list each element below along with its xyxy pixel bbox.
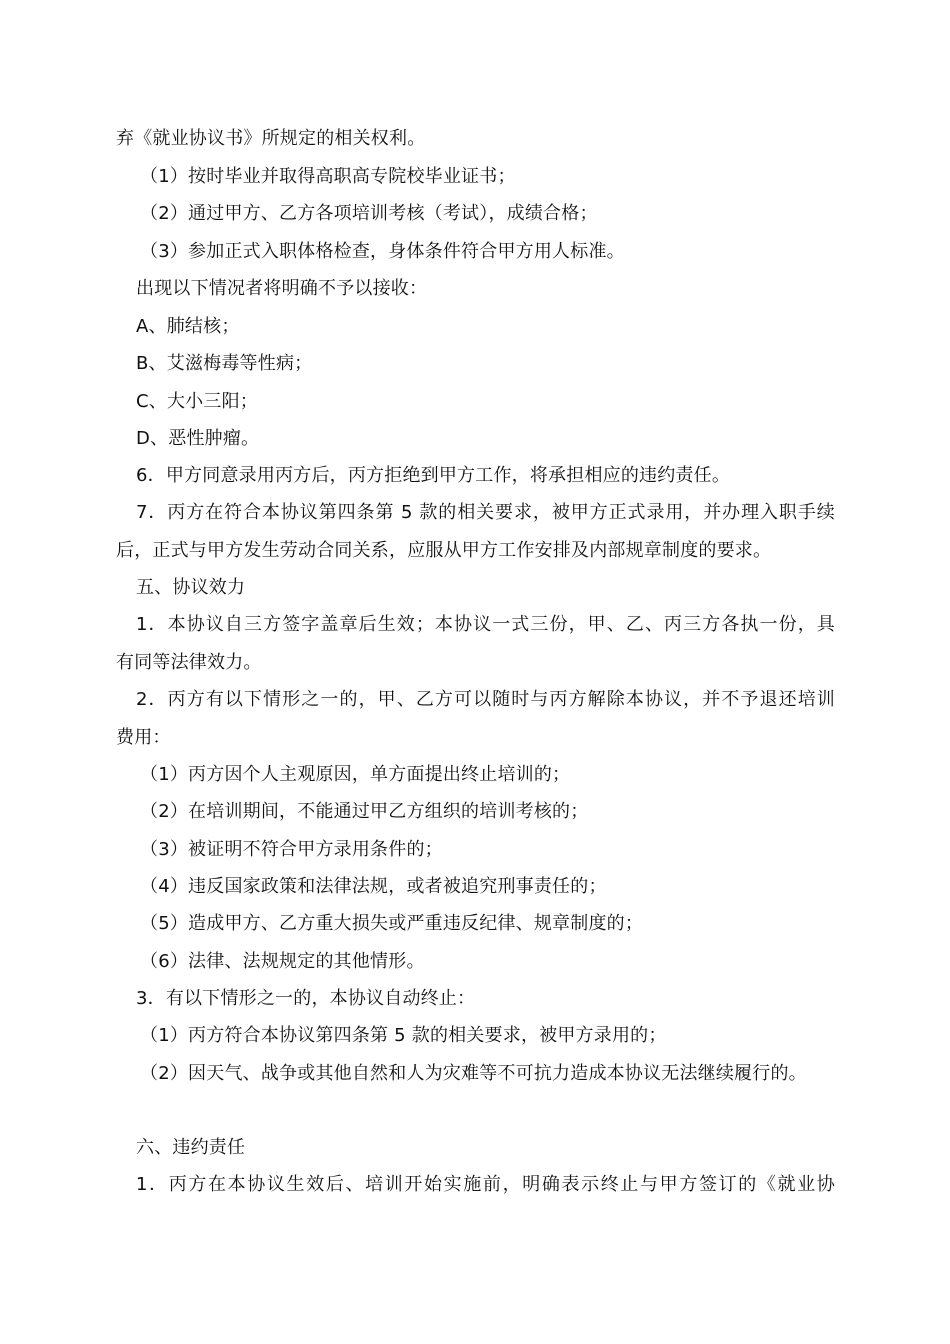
clause-6: 6．甲方同意录用丙方后，丙方拒绝到甲方工作，将承担相应的违约责任。	[136, 465, 731, 486]
section5-item-2: （2）在培训期间，不能通过甲乙方组织的培训考核的；	[140, 801, 589, 822]
section6-clause-1-line-1: 1．丙方在本协议生效后、培训开始实施前，明确表示终止与甲方签订的《就业协	[136, 1174, 835, 1195]
section5-clause-2-line-2: 费用：	[116, 727, 171, 748]
section5-clause-3-item-1: （1）丙方符合本协议第四条第 5 款的相关要求，被甲方录用的；	[140, 1025, 667, 1046]
section5-item-5: （5）造成甲方、乙方重大损失或严重违反纪律、规章制度的；	[140, 913, 644, 934]
paragraph-line-5: 出现以下情况者将明确不予以接收：	[136, 278, 428, 299]
section5-clause-1-line-2: 有同等法律效力。	[116, 652, 262, 673]
paragraph-line-4: （3）参加正式入职体格检查，身体条件符合甲方用人标准。	[140, 241, 625, 262]
section5-item-1: （1）丙方因个人主观原因，单方面提出终止培训的；	[140, 764, 571, 785]
paragraph-line-3: （2）通过甲方、乙方各项培训考核（考试），成绩合格；	[140, 203, 598, 224]
section5-clause-3-item-2: （2）因天气、战争或其他自然和人为灾难等不可抗力造成本协议无法继续履行的。	[140, 1063, 807, 1084]
section-heading-6: 六、违约责任	[136, 1137, 246, 1158]
clause-7-line-1: 7．丙方在符合本协议第四条第 5 款的相关要求，被甲方正式录用，并办理入职手续	[136, 502, 835, 523]
paragraph-line-2: （1）按时毕业并取得高职高专院校毕业证书；	[140, 166, 516, 187]
section-heading-5: 五、协议效力	[136, 577, 246, 598]
section5-clause-3: 3．有以下情形之一的，本协议自动终止：	[136, 988, 476, 1009]
list-item-a: A、肺结核；	[136, 316, 240, 337]
section5-clause-2-line-1: 2．丙方有以下情形之一的，甲、乙方可以随时与丙方解除本协议，并不予退还培训	[136, 689, 835, 710]
paragraph-line-1: 弃《就业协议书》所规定的相关权利。	[116, 128, 426, 149]
section5-clause-1-line-1: 1．本协议自三方签字盖章后生效；本协议一式三份，甲、乙、丙三方各执一份，具	[136, 614, 835, 635]
list-item-c: C、大小三阳；	[136, 391, 258, 412]
section5-item-6: （6）法律、法规规定的其他情形。	[140, 951, 425, 972]
list-item-b: B、艾滋梅毒等性病；	[136, 353, 313, 374]
section5-item-4: （4）违反国家政策和法律法规，或者被追究刑事责任的；	[140, 876, 607, 897]
clause-7-line-2: 后，正式与甲方发生劳动合同关系，应服从甲方工作安排及内部规章制度的要求。	[116, 540, 772, 561]
list-item-d: D、恶性肿瘤。	[136, 428, 260, 449]
section5-item-3: （3）被证明不符合甲方录用条件的；	[140, 839, 443, 860]
